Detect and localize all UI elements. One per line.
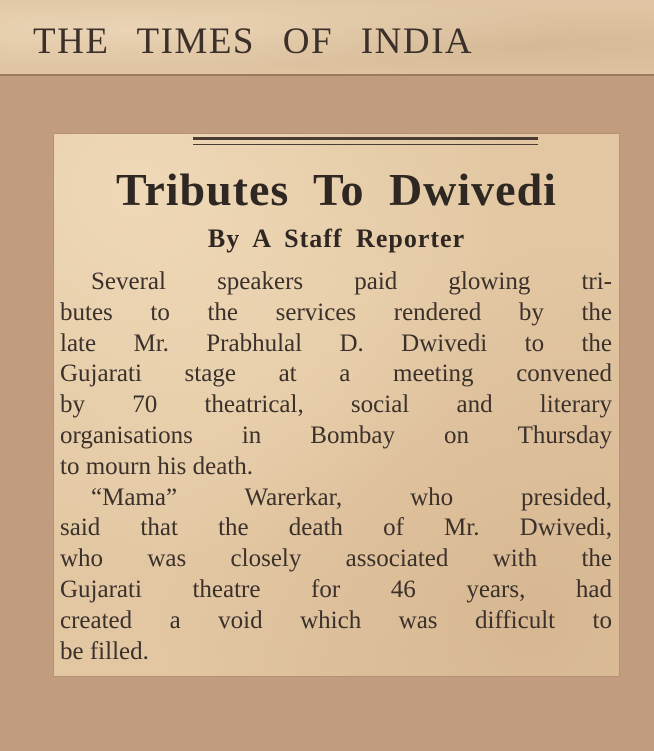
headline-rule-thin	[193, 144, 538, 145]
article-line: be filled.	[60, 637, 149, 665]
newspaper-masthead: THE TIMES OF INDIA	[33, 21, 474, 62]
article-line: created a void which was difficult to	[60, 606, 612, 634]
article-line: late Mr. Prabhulal D. Dwivedi to the	[60, 329, 612, 357]
article-line: by 70 theatrical, social and literary	[60, 391, 612, 419]
article-line: Several speakers paid glowing tri-	[91, 268, 612, 295]
article-byline: By A Staff Reporter	[207, 224, 466, 253]
headline-rule-thick	[193, 137, 538, 140]
article-line: “Mama” Warerkar, who presided,	[91, 483, 612, 511]
article-line: who was closely associated with the	[60, 545, 612, 573]
article-line: butes to the services rendered by the	[60, 298, 612, 326]
news-clipping	[54, 134, 619, 676]
article-line: Gujarati stage at a meeting convened	[60, 360, 612, 388]
article-line: to mourn his death.	[60, 452, 254, 480]
article-body	[60, 267, 612, 667]
article-headline: Tributes To Dwivedi	[116, 164, 557, 215]
article-line: organisations in Bombay on Thursday	[60, 421, 612, 449]
article-line: said that the death of Mr. Dwivedi,	[60, 514, 612, 542]
masthead-strip	[0, 0, 654, 76]
article-line: Gujarati theatre for 46 years, had	[60, 575, 612, 603]
